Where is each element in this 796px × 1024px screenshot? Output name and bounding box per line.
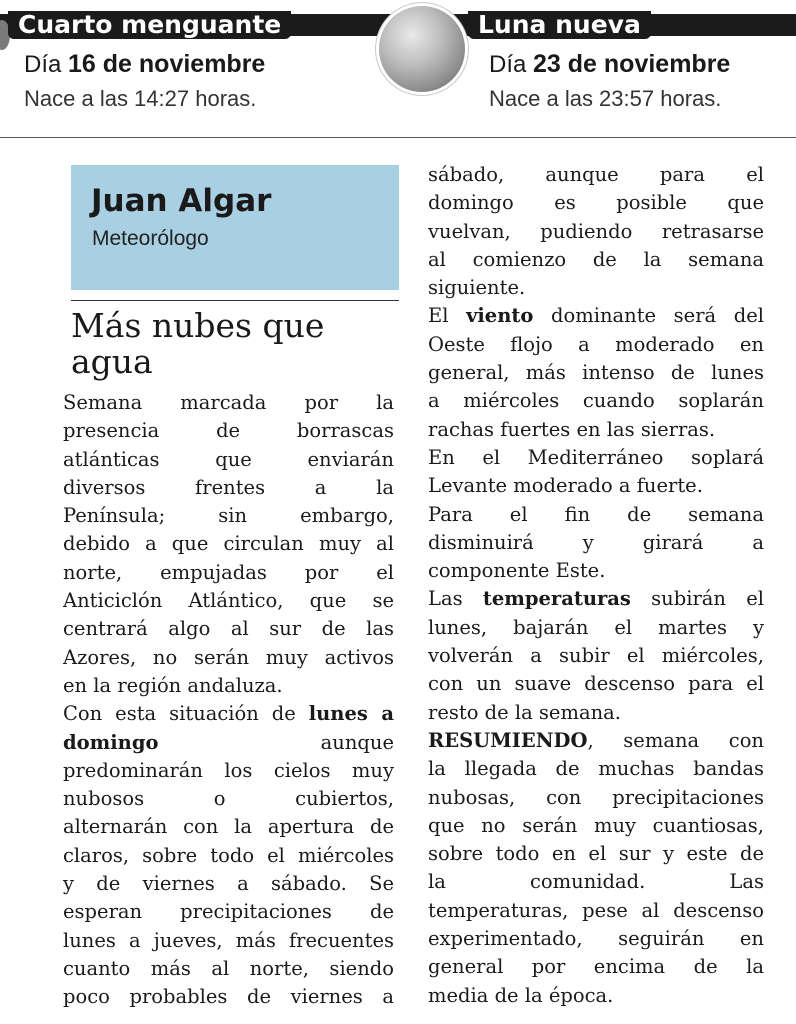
line-text: Península; sin embargo, <box>63 504 394 528</box>
article-line <box>428 897 764 925</box>
line-text: El <box>428 304 467 328</box>
line-text: y de viernes a sábado. Se <box>63 872 394 896</box>
article-line <box>63 587 394 615</box>
article-line <box>428 472 764 500</box>
line-text: rachas fuertes en las sierras. <box>428 417 716 441</box>
article-line <box>428 501 764 529</box>
article-line <box>63 983 394 1011</box>
article-line <box>428 444 764 472</box>
article-line <box>63 446 394 474</box>
article-line <box>63 700 394 728</box>
line-text: Las <box>428 587 483 611</box>
line-text: , semana con <box>587 728 764 752</box>
line-text: resto de la semana. <box>428 700 621 724</box>
article-line <box>63 474 394 502</box>
article-line <box>63 530 394 558</box>
line-text: Levante moderado a fuerte. <box>428 474 703 498</box>
line-text: Azores, no serán muy activos <box>63 645 394 669</box>
date-value: 23 de noviembre <box>533 50 731 78</box>
article-line <box>428 274 764 302</box>
article-line <box>63 417 394 445</box>
article-line <box>428 982 764 1010</box>
line-text: esperan precipitaciones de <box>63 900 394 924</box>
bold-term: temperaturas <box>482 587 631 611</box>
strip-divider <box>0 137 796 138</box>
line-text: vuelvan, pudiendo retrasarse <box>428 219 764 243</box>
phase-date-left <box>24 50 265 79</box>
article-line <box>428 925 764 953</box>
article-line <box>63 729 394 757</box>
article-line <box>428 585 764 613</box>
line-text: diversos frentes a la <box>63 475 394 499</box>
article-line <box>63 842 394 870</box>
phase-title-left: Cuarto menguante <box>8 11 291 39</box>
line-text: temperaturas, pese al descenso <box>428 898 764 922</box>
line-text: disminuirá y girará a <box>428 530 764 554</box>
article-line <box>428 727 764 755</box>
article-line <box>428 784 764 812</box>
line-text: Oeste flojo a moderado en <box>428 332 764 356</box>
article-column-right <box>428 161 764 1010</box>
line-text: la comunidad. Las <box>428 870 764 894</box>
article-line <box>63 502 394 530</box>
line-text: alternarán con la apertura de <box>63 815 394 839</box>
line-text: lunes a jueves, más frecuentes <box>63 928 394 952</box>
line-text: Con esta situación de <box>63 702 309 726</box>
line-text: claros, sobre todo el miércoles <box>63 843 394 867</box>
bold-term: domingo <box>63 730 159 754</box>
line-text: nubosas, con precipitaciones <box>428 785 764 809</box>
line-text: predominarán los cielos muy <box>63 758 394 782</box>
phase-title-right: Luna nueva <box>468 11 651 39</box>
article-line <box>428 161 764 189</box>
date-prefix: Día <box>24 51 62 78</box>
phase-rise-left: Nace a las 14:27 horas. <box>24 86 257 111</box>
line-text: media de la época. <box>428 983 614 1007</box>
line-text: sobre todo en el sur y este de <box>428 842 764 866</box>
article-line <box>428 840 764 868</box>
line-text: En el Mediterráneo soplará <box>428 445 764 469</box>
date-prefix: Día <box>489 51 527 78</box>
article-line <box>428 218 764 246</box>
line-text: con un suave descenso para el <box>428 672 764 696</box>
article-line <box>63 559 394 587</box>
line-text: en la región andaluza. <box>63 673 283 697</box>
line-text: siguiente. <box>428 276 526 300</box>
article-line <box>63 615 394 643</box>
line-text: Semana marcada por la <box>63 391 394 414</box>
article-line <box>428 953 764 981</box>
line-text: general, más intenso de lunes <box>428 361 764 385</box>
line-text: debido a que circulan muy al <box>63 532 394 556</box>
moon-image <box>379 6 465 92</box>
author-box <box>71 165 399 290</box>
line-text: centrará algo al sur de las <box>63 617 394 641</box>
line-text: poco probables de viernes a <box>63 985 394 1009</box>
article-line <box>428 699 764 727</box>
line-text: volverán a subir el miércoles, <box>428 644 764 668</box>
article-column-left <box>63 389 394 1012</box>
line-text: a miércoles cuando soplarán <box>428 389 764 413</box>
line-text: la llegada de muchas bandas <box>428 757 764 781</box>
article-line <box>63 757 394 785</box>
article-line <box>63 672 394 700</box>
line-text: cuanto más al norte, siendo <box>63 956 394 980</box>
article-line <box>428 302 764 330</box>
line-text: lunes, bajarán el martes y <box>428 615 764 639</box>
article-line <box>428 416 764 444</box>
article-line <box>428 331 764 359</box>
line-text: que no serán muy cuantiosas, <box>428 813 764 837</box>
line-text: domingo es posible que <box>428 191 764 215</box>
article-line <box>428 529 764 557</box>
article-line <box>63 389 394 417</box>
article-line <box>428 642 764 670</box>
article-title: Más nubes que agua <box>71 306 325 381</box>
phase-date-right <box>489 50 730 79</box>
article-line <box>428 387 764 415</box>
article-line <box>428 755 764 783</box>
article-line <box>428 670 764 698</box>
line-text: Anticiclón Atlántico, que se <box>63 589 394 613</box>
line-text: Para el fin de semana <box>428 502 764 526</box>
article-line <box>63 955 394 983</box>
line-text: general por encima de la <box>428 955 764 979</box>
article-line <box>428 614 764 642</box>
article-line <box>63 785 394 813</box>
line-text: al comienzo de la semana <box>428 247 764 271</box>
article-line <box>63 927 394 955</box>
line-text: dominante será del <box>533 304 764 328</box>
title-divider <box>71 300 399 301</box>
author-role: Meteorólogo <box>92 227 209 250</box>
moon-phases-strip <box>0 0 796 138</box>
line-text: atlánticas que enviarán <box>63 447 394 471</box>
line-text: presencia de borrascas <box>63 419 394 443</box>
article-line <box>428 812 764 840</box>
line-text: subirán el <box>630 587 764 611</box>
line-text: experimentado, seguirán en <box>428 927 764 951</box>
bold-term: RESUMIENDO <box>428 728 588 752</box>
article-line <box>428 359 764 387</box>
article-line <box>428 189 764 217</box>
phase-rise-right: Nace a las 23:57 horas. <box>489 86 722 111</box>
article-line <box>428 868 764 896</box>
article-line <box>63 644 394 672</box>
article-line <box>428 246 764 274</box>
line-text: componente Este. <box>428 559 606 583</box>
date-value: 16 de noviembre <box>68 50 266 78</box>
article-line <box>428 557 764 585</box>
bold-term: lunes a <box>308 702 394 726</box>
line-text: sábado, aunque para el <box>428 163 764 186</box>
line-text: nubosos o cubiertos, <box>63 787 394 811</box>
article-line <box>63 813 394 841</box>
line-text: aunque <box>158 730 394 754</box>
bold-term: viento <box>466 304 534 328</box>
author-name: Juan Algar <box>91 183 272 219</box>
line-text: norte, empujadas por el <box>63 560 394 584</box>
article-line <box>63 898 394 926</box>
article-line <box>63 870 394 898</box>
